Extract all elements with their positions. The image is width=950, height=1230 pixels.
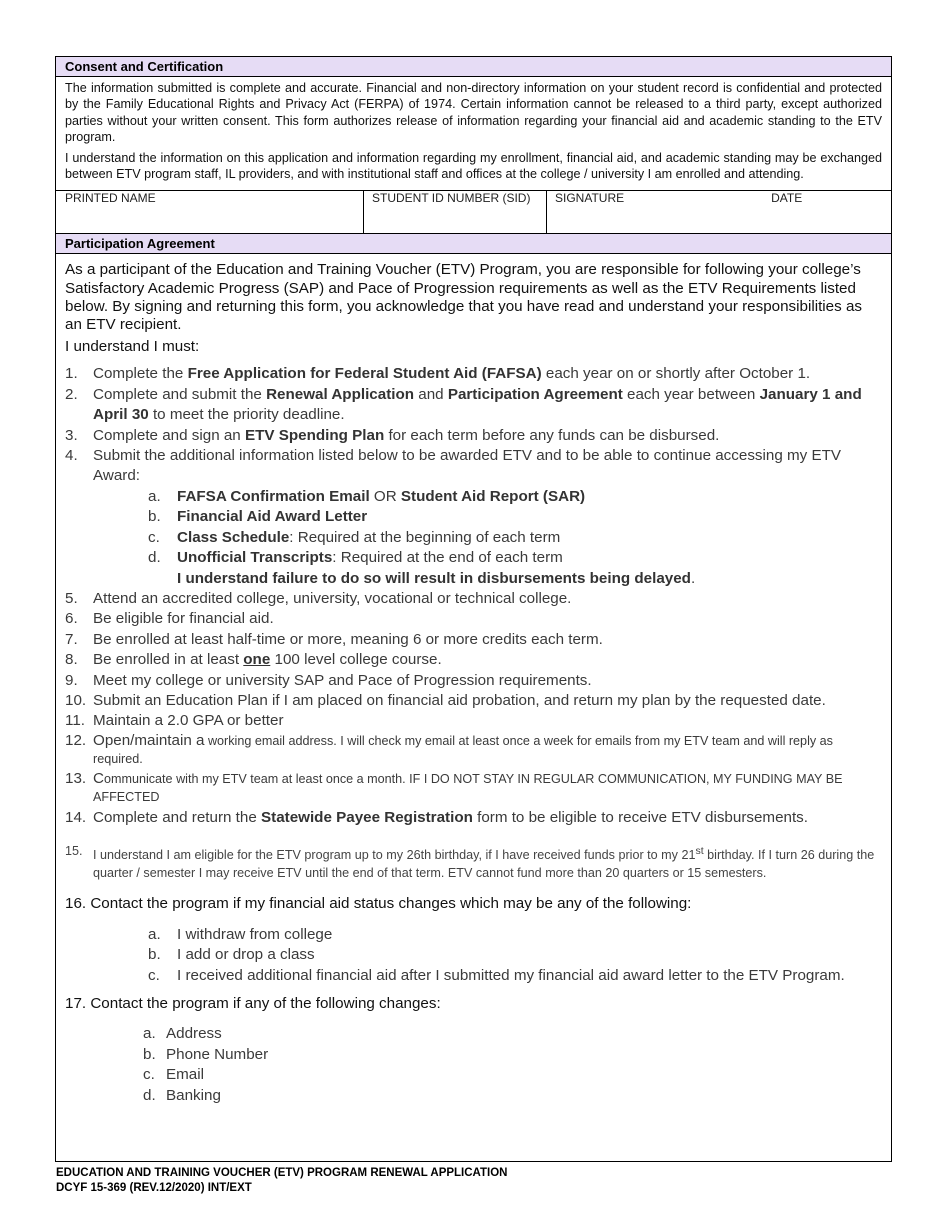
list-item: 1. Complete the Free Application for Federal Student Aid (FAFSA) each year on or shortly after October 1.	[65, 365, 811, 383]
list-item: 4. Submit the additional information listed below to be awarded ETV and to be able to continue accessing my ETV Award:	[65, 447, 841, 485]
list-item: 11. Maintain a 2.0 GPA or better	[65, 712, 284, 730]
list-item: 10. Submit an Education Plan if I am placed on financial aid probation, and return my plan by the requested date.	[65, 691, 826, 709]
list-subitem: a. FAFSA Confirmation Email OR Student Aid Report (SAR)	[148, 487, 586, 505]
list-item: 7. Be enrolled at least half-time or more, meaning 6 or more credits each term.	[65, 630, 603, 648]
list-item: 2. Complete and submit the Renewal Application and Participation Agreement each year between January 1 and April 30 to meet the priority deadline.	[65, 385, 862, 424]
footer-title: EDUCATION AND TRAINING VOUCHER (ETV) PROGRAM RENEWAL APPLICATION	[56, 1167, 508, 1179]
list-subitem: c. I received additional financial aid after I submitted my financial aid award letter to the ETV Program.	[148, 966, 845, 984]
list-subitem: a. I withdraw from college	[148, 925, 333, 943]
list-subitem: b. Financial Aid Award Letter	[148, 508, 368, 526]
list-item: 13. Communicate with my ETV team at least once a month. IF I DO NOT STAY IN REGULAR COMMUNICATION, MY FUNDING MAY BE AFFECTED	[65, 769, 843, 804]
student-id-field[interactable]	[364, 191, 547, 233]
printed-name-label: PRINTED NAME	[65, 191, 156, 206]
consent-paragraph-2: I understand the information on this application and information regarding my enrollment, financial aid, and academic standing may be exchanged between ETV program staff, IL providers, and with institutional staff and offices at the college / university I am enrolled and attending.	[65, 150, 882, 182]
form-footer	[56, 1166, 507, 1196]
agreement-header: Participation Agreement	[56, 234, 891, 254]
list-item: 15. I understand I am eligible for the ETV program up to my 26th birthday, if I have received funds prior to my 21st birthday. If I turn 26 during the quarter / semester I may receive ETV until the end of that term. ETV cannot fund more than 20 quarters or 15 semesters.	[65, 844, 875, 881]
list-item: 16. Contact the program if my financial aid status changes which may be any of the following:	[65, 895, 692, 913]
list-subitem: d. Unofficial Transcripts: Required at the end of each term	[148, 549, 563, 567]
footer-form-number: DCYF 15-369 (REV.12/2020) INT/EXT	[56, 1182, 252, 1194]
student-id-label: STUDENT ID NUMBER (SID)	[372, 191, 531, 206]
list-subitem: c. Class Schedule: Required at the beginning of each term	[148, 528, 561, 546]
list-subitem: b. I add or drop a class	[148, 946, 315, 964]
date-label: DATE	[771, 191, 803, 206]
list-item: 3. Complete and sign an ETV Spending Plan for each term before any funds can be disbursed.	[65, 426, 720, 444]
list-item: 6. Be eligible for financial aid.	[65, 610, 274, 628]
list-subitem-note: I understand failure to do so will result in disbursements being delayed.	[177, 569, 696, 587]
list-subitem: a. Address	[143, 1025, 222, 1043]
list-item: 8. Be enrolled in at least one 100 level college course.	[65, 651, 442, 669]
signature-row	[56, 190, 891, 234]
consent-paragraph-1: The information submitted is complete and accurate. Financial and non-directory information on your student record is confidential and protected by the Family Educational Rights and Privacy Act (FERPA) of 1974. Certain information cannot be released to a third party, except authorized parties without your written consent. This form authorizes release of information regarding your financial aid and academic standing to the ETV program.	[65, 81, 882, 145]
consent-text	[56, 77, 891, 190]
list-item: 14. Complete and return the Statewide Payee Registration form to be eligible to receive ETV disbursements.	[65, 808, 808, 826]
requirements-list	[56, 364, 891, 1106]
agreement-intro	[56, 254, 891, 356]
form-frame	[55, 56, 892, 1162]
list-subitem: c. Email	[143, 1066, 204, 1084]
printed-name-field[interactable]	[56, 191, 364, 233]
consent-header: Consent and Certification	[56, 57, 891, 77]
list-item: 5. Attend an accredited college, university, vocational or technical college.	[65, 589, 572, 607]
list-subitem: b. Phone Number	[143, 1045, 269, 1063]
list-item: 12. Open/maintain a working email address. I will check my email at least once a week for emails from my ETV team and will reply as required.	[65, 731, 833, 766]
intro-paragraph: As a participant of the Education and Training Voucher (ETV) Program, you are responsible for following your college’s Satisfactory Academic Progress (SAP) and Pace of Progression requirements as well as the ETV Requirements listed below. By signing and returning this form, you acknowledge that you have read and understand your responsibilities as an ETV recipient.	[65, 261, 862, 334]
list-item: 9. Meet my college or university SAP and Pace of Progression requirements.	[65, 671, 592, 689]
must-heading: I understand I must:	[65, 338, 200, 356]
signature-label: SIGNATURE	[555, 191, 625, 206]
list-item: 17. Contact the program if any of the following changes:	[65, 994, 441, 1012]
signature-date-field[interactable]	[547, 191, 891, 233]
list-subitem: d. Banking	[143, 1086, 221, 1104]
